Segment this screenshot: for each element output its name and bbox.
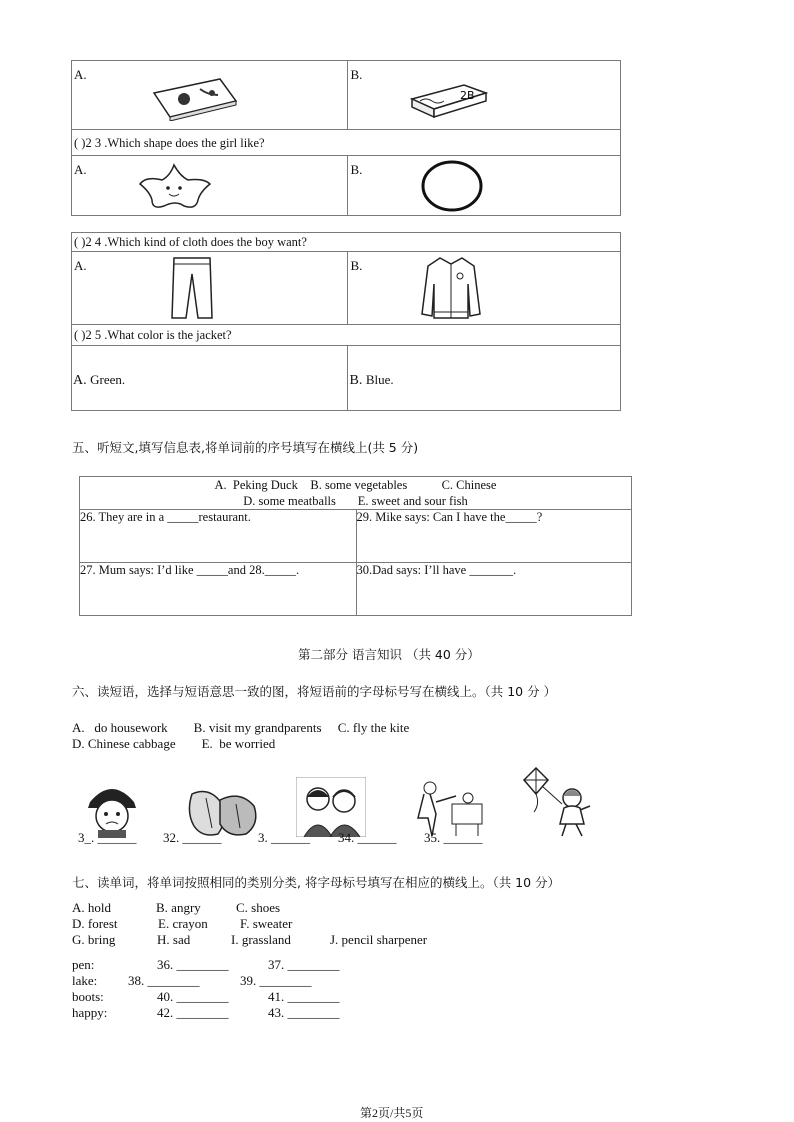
section7-word-F: F. sweater: [240, 916, 293, 931]
trousers-icon: [168, 256, 216, 320]
row-boots-label: boots:: [72, 989, 104, 1004]
q26-cell[interactable]: [80, 510, 357, 563]
q22-table: [71, 60, 621, 216]
q23-question: ( )2 3 .Which shape does the girl like?: [74, 136, 265, 150]
q30-cell[interactable]: [356, 563, 631, 616]
q43-blank[interactable]: 43. ________: [268, 1005, 340, 1020]
q31-blank[interactable]: 3_. ______: [78, 830, 137, 845]
row-lake-label: lake:: [72, 973, 98, 988]
q41-blank[interactable]: 41. ________: [268, 989, 340, 1004]
q33-blank[interactable]: 3. ______: [258, 830, 310, 845]
q35-blank[interactable]: 35. ______: [424, 830, 483, 845]
pencil-box-icon: [150, 75, 240, 121]
eraser-icon: [408, 75, 490, 119]
q25-option-b[interactable]: [348, 346, 621, 411]
part2-title: 第二部分 语言知识 （共 40 分）: [298, 647, 480, 662]
row-happy-label: happy:: [72, 1005, 108, 1020]
kite-boy-icon: [522, 766, 598, 840]
grandparents-icon: [296, 777, 366, 837]
q25-option-a[interactable]: [72, 346, 348, 411]
q27-cell[interactable]: [80, 563, 357, 616]
q22-b-label: B.: [350, 67, 363, 82]
q24-a-label: A.: [74, 258, 87, 273]
page-footer: 第2页/共5页: [360, 1106, 424, 1120]
q22-option-a[interactable]: [72, 61, 348, 130]
q39-blank[interactable]: 39. ________: [240, 973, 312, 988]
q29-text: 29. Mike says: Can I have the_____?: [356, 510, 543, 524]
section7-title: 七、读单词，将单词按照相同的类别分类, 将字母标号填写在相应的横线上。（共 10 分）: [72, 875, 561, 890]
section6-title: 六、读短语，选择与短语意思一致的图，将短语前的字母标号写在横线上。（共 10 分 ）: [72, 684, 557, 699]
q25-b-text: Blue.: [365, 372, 394, 387]
section5-options-line2: D. some meatballs E. sweet and sour fish: [243, 494, 468, 508]
section7-word-B: B. angry: [156, 900, 201, 915]
q42-blank[interactable]: 42. ________: [157, 1005, 229, 1020]
q24-b-label: B.: [350, 258, 363, 273]
q40-blank[interactable]: 40. ________: [157, 989, 229, 1004]
star-icon: [134, 162, 216, 212]
section5-title: 五、听短文,填写信息表,将单词前的序号填写在横线上(共 5 分): [72, 440, 419, 455]
q26-text: 26. They are in a _____restaurant.: [80, 510, 251, 524]
q23-a-label: A.: [74, 162, 87, 177]
q25-question-row: [72, 325, 621, 346]
section5-options: [80, 477, 632, 510]
q23-option-a[interactable]: [72, 156, 348, 216]
section6-options-line1: A. do housework B. visit my grandparents C. fly the kite: [72, 720, 410, 735]
section7-word-I: I. grassland: [231, 932, 291, 947]
q25-a-letter: A.: [73, 373, 87, 388]
jacket-icon: [418, 254, 484, 322]
section7-word-E: E. crayon: [158, 916, 208, 931]
q37-blank[interactable]: 37. ________: [268, 957, 340, 972]
circle-icon: [420, 159, 484, 213]
section6-options-line2: D. Chinese cabbage E. be worried: [72, 736, 276, 751]
q36-blank[interactable]: 36. ________: [157, 957, 229, 972]
q30-text: 30.Dad says: I’ll have _______.: [356, 563, 517, 577]
section7-word-D: D. forest: [72, 916, 118, 931]
section7-word-A: A. hold: [72, 900, 111, 915]
q27-text: 27. Mum says: I’d like _____and 28._____.: [80, 563, 300, 577]
section7-word-J: J. pencil sharpener: [330, 932, 428, 947]
section5-options-line1: A. Peking Duck B. some vegetables C. Chinese: [214, 478, 497, 492]
q23-question-row: [72, 130, 621, 156]
q32-blank[interactable]: 32. ______: [163, 830, 222, 845]
section7-word-H: H. sad: [157, 932, 191, 947]
q34-blank[interactable]: 34. ______: [338, 830, 397, 845]
svg-text:2B: 2B: [460, 89, 476, 102]
q25-b-letter: B.: [349, 373, 363, 388]
q22-a-label: A.: [74, 67, 87, 82]
section7-word-C: C. shoes: [236, 900, 281, 915]
q25-question: ( )2 5 .What color is the jacket?: [74, 328, 232, 342]
section7-word-G: G. bring: [72, 932, 116, 947]
q25-a-text: Green.: [90, 372, 126, 387]
q23-b-label: B.: [350, 162, 363, 177]
q23-option-b[interactable]: [348, 156, 621, 216]
q24-q25-table: [71, 232, 621, 411]
housework-icon: [410, 778, 490, 838]
q24-option-b[interactable]: [348, 252, 621, 325]
q22-option-b[interactable]: [348, 61, 621, 130]
q24-question: ( )2 4 .Which kind of cloth does the boy want?: [74, 235, 307, 249]
worried-boy-icon: [84, 778, 140, 838]
q29-cell[interactable]: [356, 510, 631, 563]
q38-blank[interactable]: 38. ________: [128, 973, 200, 988]
row-pen-label: pen:: [72, 957, 95, 972]
section5-info-table: [79, 476, 632, 616]
q24-question-row: [72, 233, 621, 252]
q24-option-a[interactable]: [72, 252, 348, 325]
